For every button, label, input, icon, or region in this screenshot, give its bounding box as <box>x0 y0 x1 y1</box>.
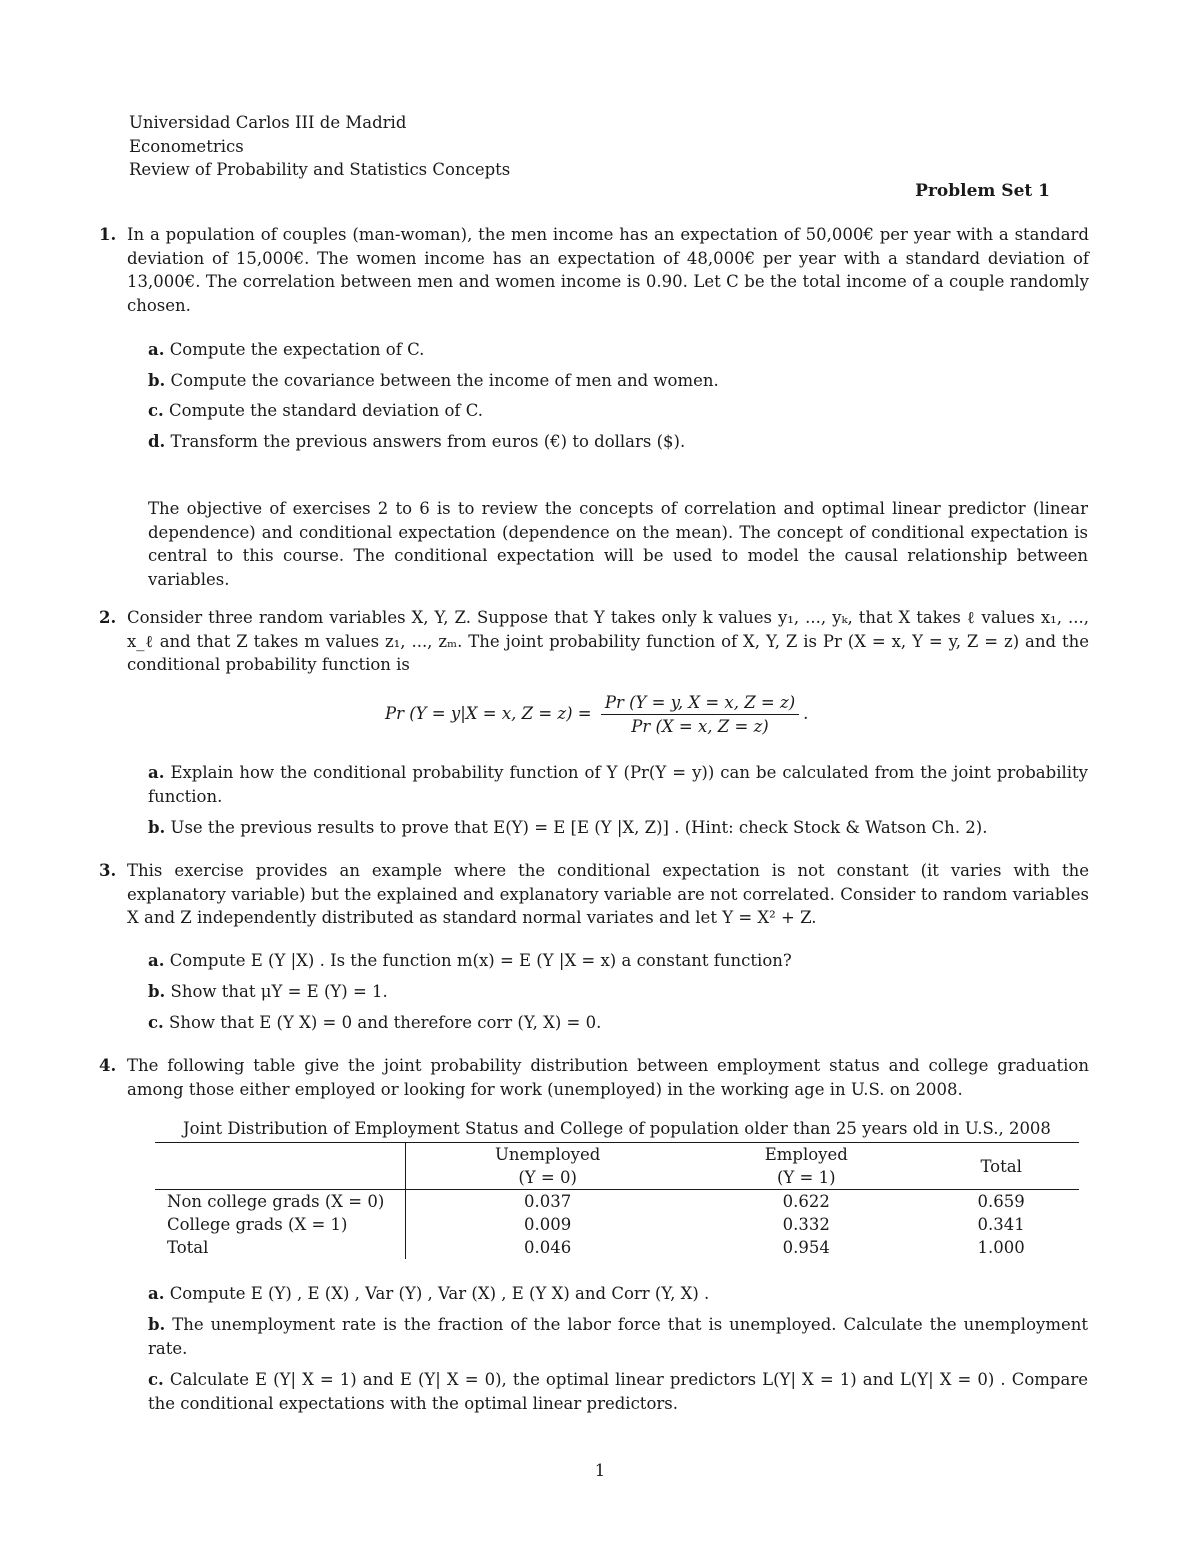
problem-number: 4. <box>99 1056 117 1075</box>
problem-4b: b. The unemployment rate is the fraction of the labor force that is unemployed. Calculate the unemployment rate. <box>148 1315 1088 1358</box>
problem-3b: b. Show that μY = E (Y) = 1. <box>148 982 388 1001</box>
document-header <box>129 111 510 182</box>
problem-4c: c. Calculate E (Y| X = 1) and E (Y| X = 0), the optimal linear predictors L(Y| X = 1) and L(Y| X = 0) . Compare the conditional expectations with the optimal linear predictors. <box>148 1370 1088 1413</box>
conditional-probability-equation: Pr (Y = y|X = x, Z = z) = $\frac{Pr (Y = y, X = x, Z = z)}{Pr (X = x, Z = z)}$ . <box>385 693 809 736</box>
table-row: College grads (X = 1) 0.009 0.332 0.341 <box>155 1213 1079 1236</box>
problem-2 <box>99 606 1089 677</box>
problem-1c: c. Compute the standard deviation of C. <box>148 401 484 420</box>
problem-1a: a. Compute the expectation of C. <box>148 340 425 359</box>
university-name: Universidad Carlos III de Madrid <box>129 113 407 132</box>
problem-4 <box>99 1054 1089 1101</box>
problem-3c: c. Show that E (Y X) = 0 and therefore corr (Y, X) = 0. <box>148 1013 602 1032</box>
problem-4a: a. Compute E (Y) , E (X) , Var (Y) , Var (X) , E (Y X) and Corr (Y, X) . <box>148 1284 710 1303</box>
problem-number: 2. <box>99 608 117 627</box>
document-subtitle: Review of Probability and Statistics Concepts <box>129 160 511 179</box>
table-row: Non college grads (X = 0) 0.037 0.622 0.659 <box>155 1190 1079 1214</box>
page-number: 1 <box>594 1461 606 1480</box>
course-name: Econometrics <box>129 136 244 156</box>
header-employed: Employed (Y = 1) <box>689 1143 923 1190</box>
intro-paragraph: The objective of exercises 2 to 6 is to review the concepts of correlation and optimal linear predictor (linear dependence) and conditional expectation (dependence on the mean). The concept of conditional expectation is central to this course. The conditional expectation will be used to model the causal relationship between variables. <box>148 499 1088 589</box>
problem-text: The following table give the joint probability distribution between employment status and college graduation among those either employed or looking for work (unemployed) in the working age in U.S. on 2008. <box>127 1056 1089 1099</box>
problem-1 <box>99 223 1089 317</box>
joint-distribution-table <box>155 1142 1079 1259</box>
problem-2b: b. Use the previous results to prove that E(Y) = E [E (Y |X, Z)] . (Hint: check Stock & Watson Ch. 2). <box>148 818 988 837</box>
table-caption: Joint Distribution of Employment Status and College of population older than 25 years old in U.S., 2008 <box>183 1119 1051 1138</box>
problem-1d: d. Transform the previous answers from euros (€) to dollars ($). <box>148 432 686 451</box>
problem-text: This exercise provides an example where the conditional expectation is not constant (it varies with the explanatory variable) but the explained and explanatory variable are not correlated. Consider to random variables X and Z independently distributed as standard normal variates and let Y = X² + Z. <box>127 861 1089 927</box>
problem-text: Consider three random variables X, Y, Z. Suppose that Y takes only k values y₁, ..., yₖ, that X takes ℓ values x₁, ..., x_ℓ and that Z takes m values z₁, ..., zₘ. The joint probability function of X, Y, Z is Pr (X = x, Y = y, Z = z) and the conditional probability function is <box>127 608 1089 674</box>
table-header-row <box>155 1143 1079 1190</box>
problem-number: 1. <box>99 225 117 244</box>
problem-set-title: Problem Set 1 <box>915 181 1050 201</box>
problem-3 <box>99 859 1089 930</box>
table-corner-cell <box>155 1143 406 1190</box>
problem-3a: a. Compute E (Y |X) . Is the function m(x) = E (Y |X = x) a constant function? <box>148 951 792 970</box>
table-row: Total 0.046 0.954 1.000 <box>155 1236 1079 1259</box>
header-unemployed: Unemployed (Y = 0) <box>406 1143 690 1190</box>
problem-text: In a population of couples (man-woman), the men income has an expectation of 50,000€ per year with a standard deviation of 15,000€. The women income has an expectation of 48,000€ per year with a standard deviation of 13,000€. The correlation between men and women income is 0.90. Let C be the total income of a couple randomly chosen. <box>127 225 1089 315</box>
problem-number: 3. <box>99 861 117 880</box>
header-total: Total <box>923 1143 1079 1190</box>
problem-1b: b. Compute the covariance between the income of men and women. <box>148 371 719 390</box>
problem-2a: a. Explain how the conditional probability function of Y (Pr(Y = y)) can be calculated from the joint probability function. <box>148 763 1088 806</box>
